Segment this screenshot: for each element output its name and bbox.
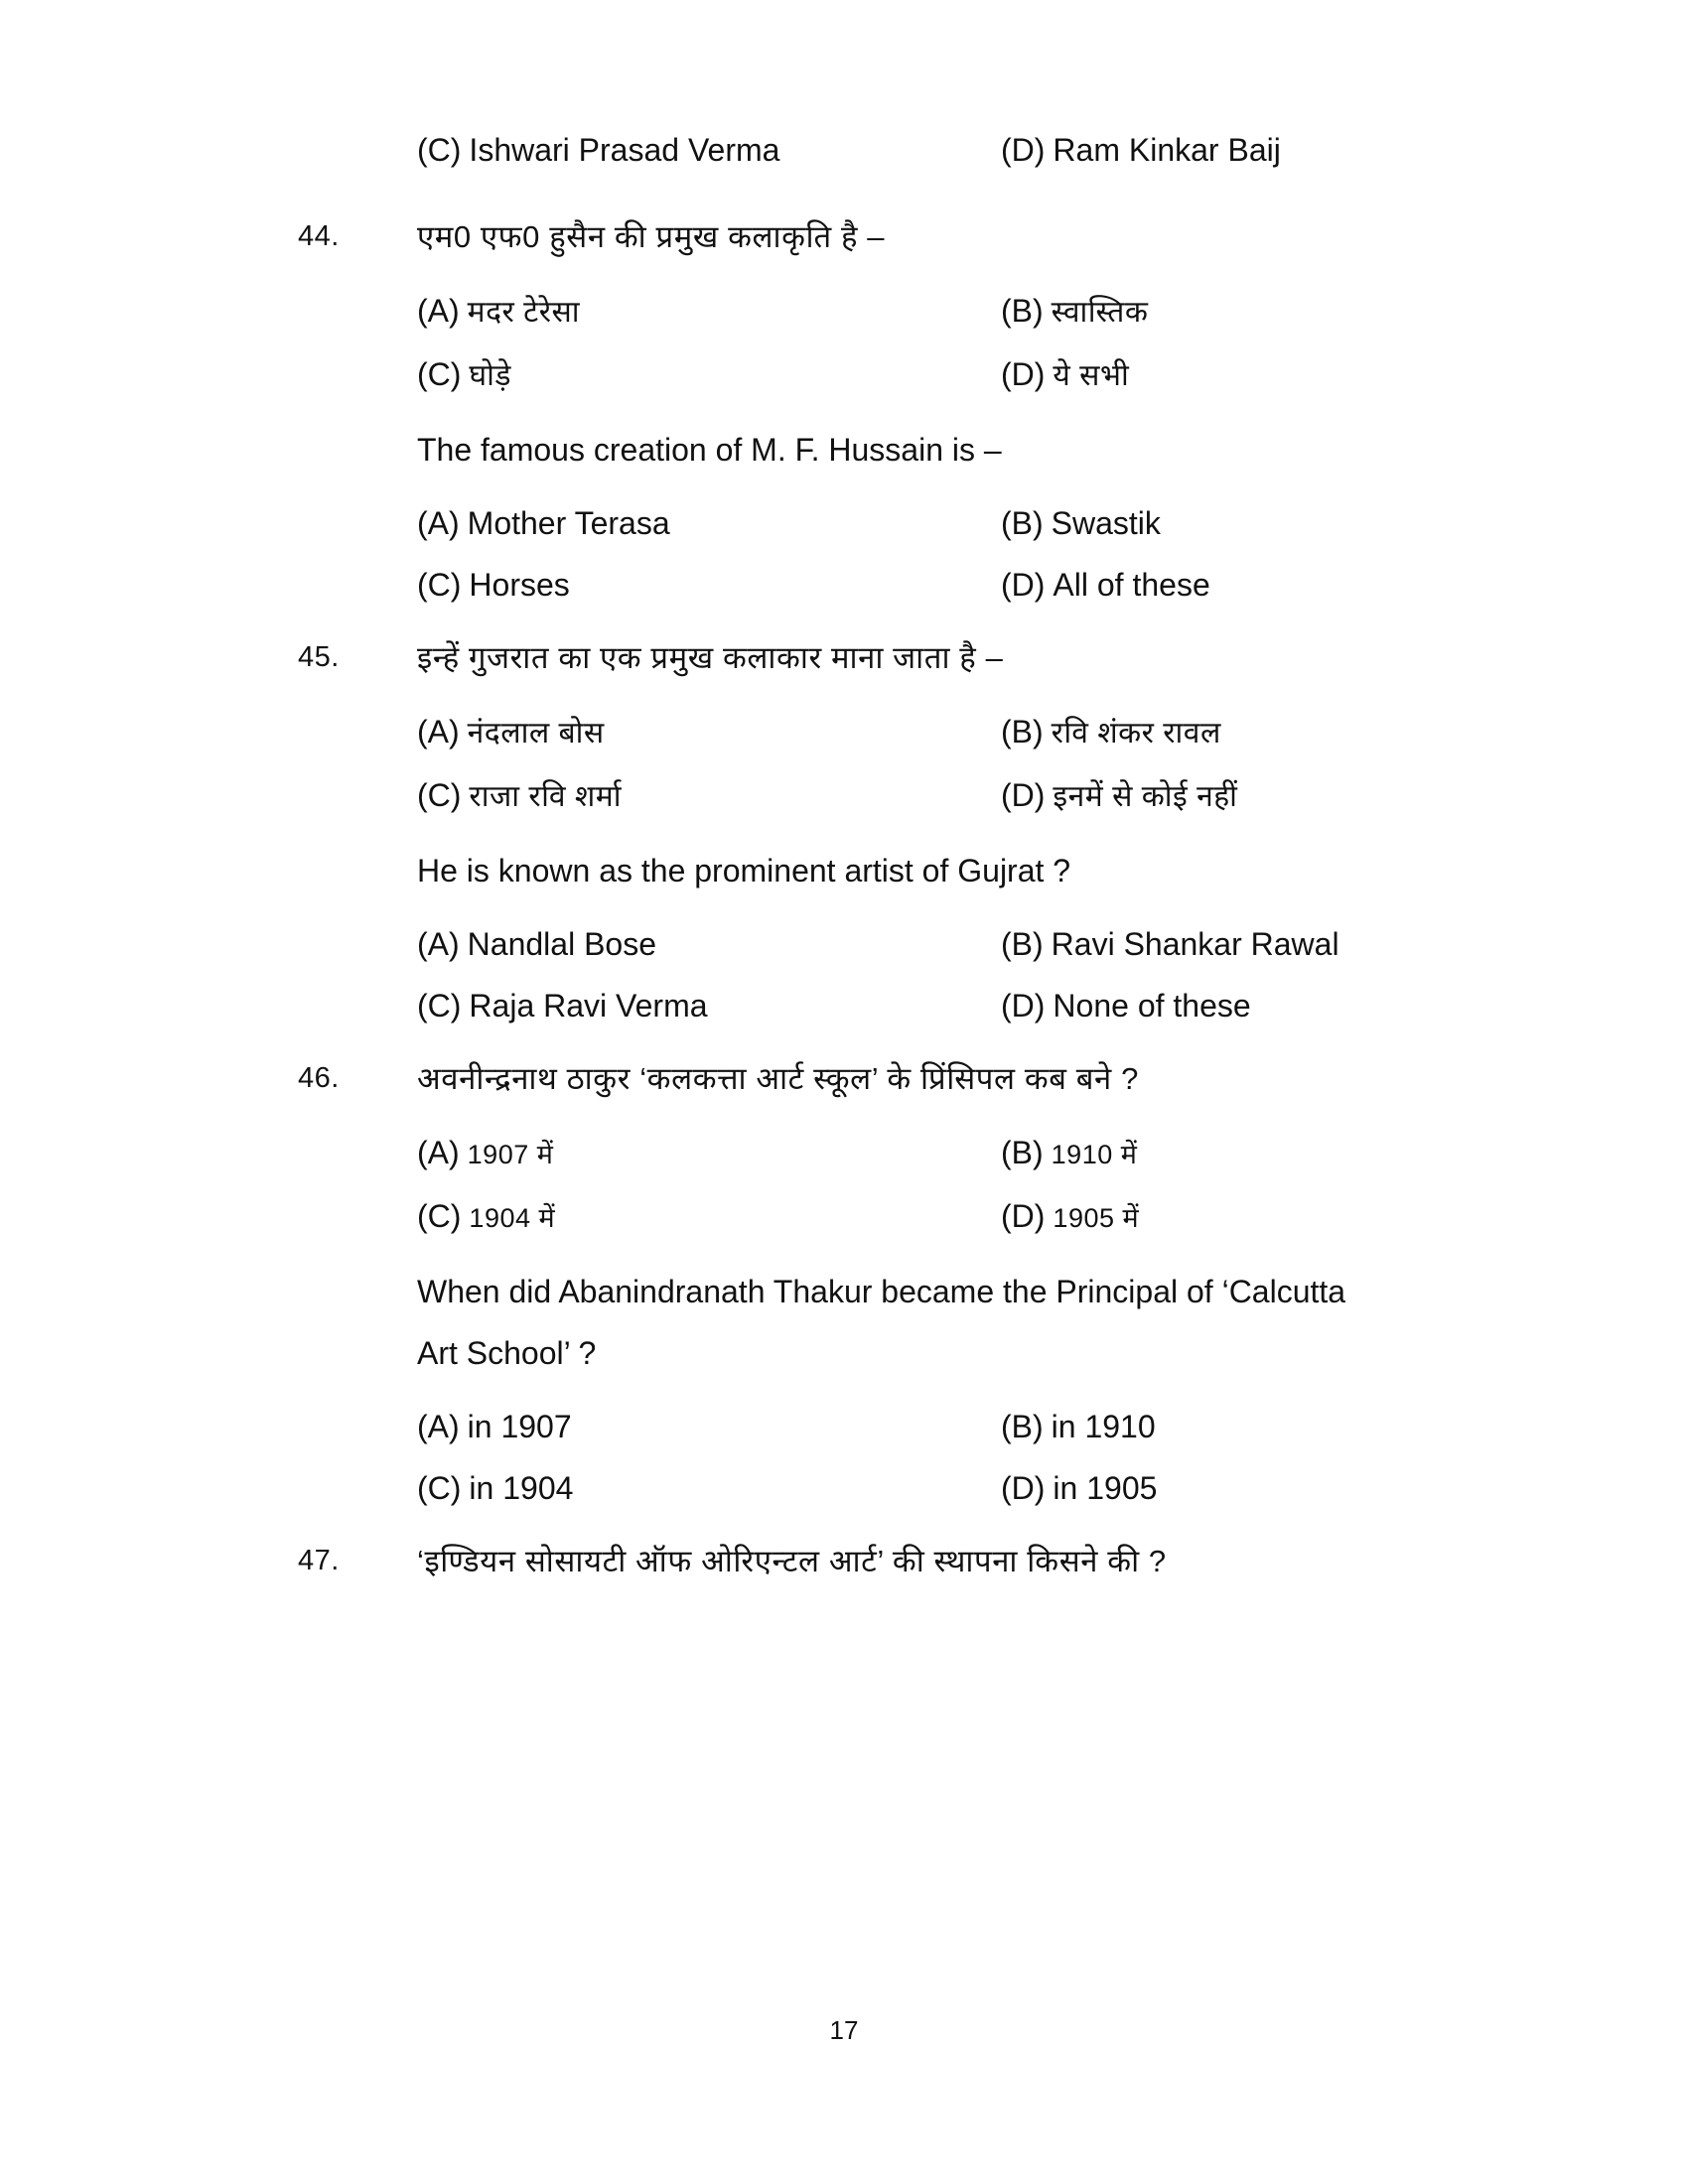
- option-text: Horses: [469, 567, 570, 603]
- option-label: (D): [1001, 1198, 1046, 1234]
- option-d-hindi[interactable]: [1001, 764, 1529, 828]
- option-a-hindi[interactable]: [417, 1122, 1001, 1185]
- option-row-english-cd: [417, 975, 1529, 1036]
- option-label: (D): [1001, 777, 1046, 813]
- option-label: (A): [417, 714, 460, 750]
- option-text: स्वास्तिक: [1051, 296, 1149, 329]
- option-a-english[interactable]: [417, 913, 1001, 975]
- option-c-english[interactable]: [417, 554, 1001, 615]
- question-stem-hindi: अवनीन्द्रनाथ ठाकुर ‘कलकत्ता आर्ट स्कूल’ के प्रिंसिपल कब बने ?: [417, 1061, 1139, 1096]
- option-label: (C): [417, 777, 462, 813]
- option-text: in 1907: [467, 1409, 572, 1444]
- option-label: (C): [417, 1470, 462, 1506]
- option-text: 1907 में: [467, 1140, 554, 1169]
- option-b-hindi[interactable]: [1001, 1122, 1529, 1185]
- option-row: [417, 119, 1529, 181]
- option-b-english[interactable]: [1001, 492, 1529, 554]
- option-row-english-cd: [417, 554, 1529, 615]
- question-stem-english-line1: When did Abanindranath Thakur became the Principal of ‘Calcutta: [417, 1274, 1346, 1309]
- option-text: Ishwari Prasad Verma: [469, 132, 780, 168]
- option-text: Raja Ravi Verma: [469, 988, 708, 1024]
- option-label: (A): [417, 1409, 460, 1444]
- question-stem-english-line2: Art School’ ?: [417, 1335, 597, 1371]
- option-row-english-ab: [417, 1396, 1529, 1457]
- option-label: (A): [417, 293, 460, 329]
- option-d-hindi[interactable]: [1001, 1185, 1529, 1249]
- option-label: (D): [1001, 988, 1046, 1024]
- question-44: [0, 206, 1688, 615]
- option-text: Swastik: [1051, 505, 1161, 541]
- option-row-english-cd: [417, 1457, 1529, 1519]
- question-number: 47.: [298, 1545, 340, 1576]
- option-text: in 1910: [1051, 1409, 1156, 1444]
- option-label: (C): [417, 356, 462, 392]
- option-text: राजा रवि शर्मा: [469, 780, 622, 813]
- option-a-hindi[interactable]: [417, 280, 1001, 343]
- option-c-hindi[interactable]: [417, 343, 1001, 407]
- option-d-english[interactable]: [1001, 554, 1529, 615]
- option-label: (C): [417, 132, 462, 168]
- question-stem-english: He is known as the prominent artist of Gujrat ?: [417, 853, 1071, 888]
- option-text: नंदलाल बोस: [467, 717, 605, 750]
- question-47: [0, 1531, 1688, 1592]
- option-text: in 1904: [469, 1470, 574, 1506]
- option-text: Mother Terasa: [467, 505, 670, 541]
- option-row-english-ab: [417, 492, 1529, 554]
- question-stem-english: The famous creation of M. F. Hussain is –: [417, 432, 1002, 468]
- option-text: All of these: [1053, 567, 1210, 603]
- option-label: (A): [417, 505, 460, 541]
- option-label: (B): [1001, 1135, 1044, 1170]
- option-label: (C): [417, 567, 462, 603]
- option-row-hindi-cd: [417, 764, 1529, 828]
- option-label: (D): [1001, 356, 1046, 392]
- question-stem-hindi: एम0 एफ0 हुसैन की प्रमुख कलाकृति है –: [417, 219, 886, 254]
- option-label: (B): [1001, 505, 1044, 541]
- option-text: None of these: [1053, 988, 1251, 1024]
- page-number: 17: [829, 2015, 859, 2045]
- option-text: 1905 में: [1053, 1203, 1140, 1233]
- option-label: (C): [417, 988, 462, 1024]
- option-label: (B): [1001, 926, 1044, 962]
- option-c-hindi[interactable]: [417, 1185, 1001, 1249]
- option-label: (D): [1001, 1470, 1046, 1506]
- option-row-hindi-cd: [417, 1185, 1529, 1249]
- option-b-hindi[interactable]: [1001, 280, 1529, 343]
- option-text: मदर टेरेसा: [467, 296, 581, 329]
- option-label: (B): [1001, 1409, 1044, 1444]
- option-d-english[interactable]: [1001, 975, 1529, 1036]
- option-text: 1910 में: [1051, 1140, 1138, 1169]
- option-text: इनमें से कोई नहीं: [1053, 780, 1238, 813]
- question-46: [0, 1048, 1688, 1519]
- option-a-english[interactable]: [417, 1396, 1001, 1457]
- option-label: (D): [1001, 567, 1046, 603]
- option-label: (B): [1001, 293, 1044, 329]
- question-45: [0, 627, 1688, 1036]
- carryover-options-row: [0, 119, 1688, 181]
- question-number: 44.: [298, 220, 340, 252]
- option-text: Nandlal Bose: [467, 926, 656, 962]
- option-row-hindi-ab: [417, 701, 1529, 764]
- option-text: Ravi Shankar Rawal: [1051, 926, 1339, 962]
- option-label: (C): [417, 1198, 462, 1234]
- option-text: ये सभी: [1053, 359, 1130, 392]
- option-label: (D): [1001, 132, 1046, 168]
- option-c-english[interactable]: [417, 1457, 1001, 1519]
- question-stem-hindi: इन्हें गुजरात का एक प्रमुख कलाकार माना जाता है –: [417, 640, 1004, 675]
- option-text: घोड़े: [469, 359, 511, 392]
- option-a-english[interactable]: [417, 492, 1001, 554]
- option-text: रवि शंकर रावल: [1051, 717, 1221, 750]
- option-row-hindi-ab: [417, 1122, 1529, 1185]
- question-number: 45.: [298, 641, 340, 673]
- option-a-hindi[interactable]: [417, 701, 1001, 764]
- option-c-hindi[interactable]: [417, 764, 1001, 828]
- option-label: (A): [417, 1135, 460, 1170]
- option-text: 1904 में: [469, 1203, 556, 1233]
- option-c-english[interactable]: [417, 975, 1001, 1036]
- option-text: Ram Kinkar Baij: [1053, 132, 1281, 168]
- option-d-english[interactable]: [1001, 1457, 1529, 1519]
- option-d[interactable]: [1001, 119, 1529, 181]
- question-stem-hindi: ‘इण्डियन सोसायटी ऑफ ओरिएन्टल आर्ट’ की स्थापना किसने की ?: [417, 1544, 1167, 1578]
- option-b-english[interactable]: [1001, 1396, 1529, 1457]
- option-c[interactable]: [417, 119, 1001, 181]
- option-row-hindi-cd: [417, 343, 1529, 407]
- option-b-hindi[interactable]: [1001, 701, 1529, 764]
- page-content: [0, 119, 1688, 1592]
- option-row-hindi-ab: [417, 280, 1529, 343]
- option-text: in 1905: [1053, 1470, 1158, 1506]
- option-row-english-ab: [417, 913, 1529, 975]
- option-label: (B): [1001, 714, 1044, 750]
- option-label: (A): [417, 926, 460, 962]
- option-b-english[interactable]: [1001, 913, 1529, 975]
- question-number: 46.: [298, 1062, 340, 1094]
- option-d-hindi[interactable]: [1001, 343, 1529, 407]
